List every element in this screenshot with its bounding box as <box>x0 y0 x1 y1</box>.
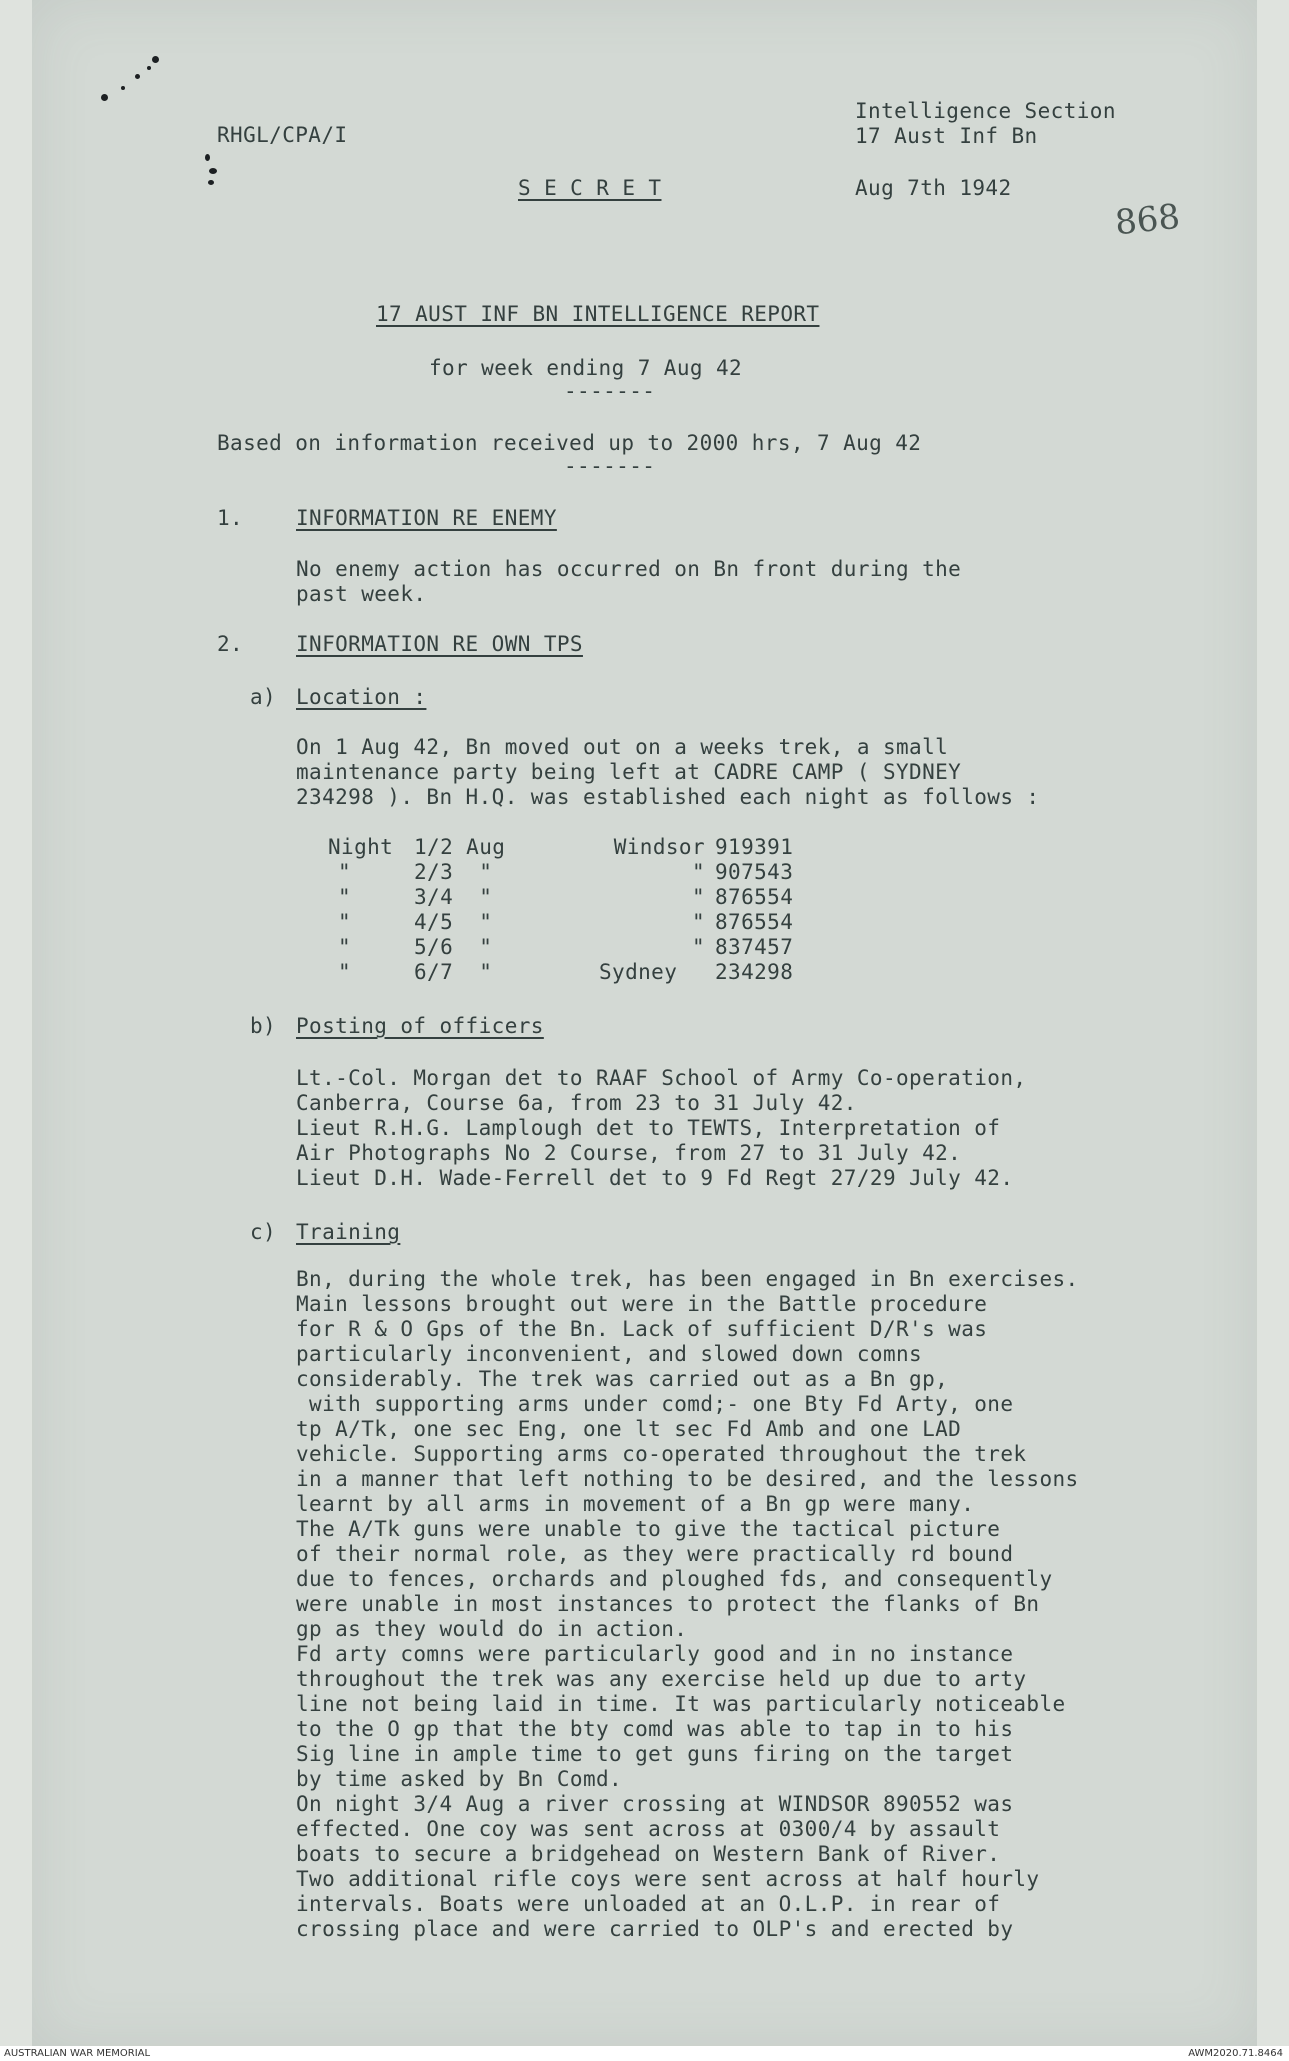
table-row <box>328 885 793 910</box>
table-row <box>328 960 793 985</box>
table-row <box>328 935 793 960</box>
training-line: Fd arty comns were particularly good and in no instance <box>296 1642 1014 1666</box>
section-1-heading: INFORMATION RE ENEMY <box>296 506 557 530</box>
hq-locations-table <box>328 835 793 985</box>
table-cell: 6/7 " <box>414 960 493 984</box>
training-line: line not being laid in time. It was particularly noticeable <box>296 1692 1066 1716</box>
training-line: Sig line in ample time to get guns firing on the target <box>296 1742 1014 1766</box>
posting-line: Lieut D.H. Wade-Ferrell det to 9 Fd Regt 27/29 July 42. <box>296 1166 1014 1190</box>
training-line: were unable in most instances to protect the flanks of Bn <box>296 1592 1040 1616</box>
based-on-line: Based on information received up to 2000 hrs, 7 Aug 42 <box>217 431 922 455</box>
table-cell: Sydney <box>599 960 678 984</box>
training-line: Main lessons brought out were in the Battle procedure <box>296 1292 988 1316</box>
training-line: On night 3/4 Aug a river crossing at WINDSOR 890552 was <box>296 1792 1014 1816</box>
training-line: considerably. The trek was carried out as a Bn gp, <box>296 1367 949 1391</box>
table-cell: Night <box>328 835 394 859</box>
training-line: crossing place and were carried to OLP's and erected by <box>296 1917 1014 1941</box>
archive-footer <box>0 2046 1289 2061</box>
table-cell: " <box>338 935 352 959</box>
report-title: 17 AUST INF BN INTELLIGENCE REPORT <box>376 302 820 326</box>
location-line: maintenance party being left at CADRE CAMP ( SYDNEY <box>296 760 962 784</box>
training-line: particularly inconvenient, and slowed down comns <box>296 1342 923 1366</box>
handwritten-folio-number: 868 <box>1113 196 1182 244</box>
table-cell: 919391 <box>715 835 794 859</box>
table-cell: " <box>691 935 705 959</box>
training-line: for R & O Gps of the Bn. Lack of sufficient D/R's was <box>296 1317 988 1341</box>
reference-code: RHGL/CPA/I <box>217 123 348 147</box>
table-cell: 1/2 Aug <box>414 835 506 859</box>
table-cell: 4/5 " <box>414 910 493 934</box>
subsection-a-label: a) <box>250 685 277 709</box>
training-line: vehicle. Supporting arms co-operated throughout the trek <box>296 1442 1027 1466</box>
training-line: effected. One coy was sent across at 0300/4 by assault <box>296 1817 1001 1841</box>
location-heading: Location : <box>296 685 427 709</box>
table-cell: " <box>691 910 705 934</box>
training-line: by time asked by Bn Comd. <box>296 1767 623 1791</box>
training-line: due to fences, orchards and ploughed fds, and consequently <box>296 1567 1053 1591</box>
table-row <box>328 860 793 885</box>
posting-line: Lt.-Col. Morgan det to RAAF School of Army Co-operation, <box>296 1066 1027 1090</box>
unit-line-2: 17 Aust Inf Bn <box>855 124 1038 148</box>
posting-line: Air Photographs No 2 Course, from 27 to 31 July 42. <box>296 1141 962 1165</box>
table-cell: " <box>338 885 352 909</box>
training-line: The A/Tk guns were unable to give the tactical picture <box>296 1517 1001 1541</box>
training-line: intervals. Boats were unloaded at an O.L.P. in rear of <box>296 1892 1001 1916</box>
divider-1: ------- <box>564 379 656 403</box>
classification-stamp: S E C R E T <box>518 176 662 200</box>
subsection-b-label: b) <box>250 1014 277 1038</box>
posting-line: Lieut R.H.G. Lamplough det to TEWTS, Interpretation of <box>296 1116 1001 1140</box>
table-cell: 837457 <box>715 935 794 959</box>
training-line: tp A/Tk, one sec Eng, one lt sec Fd Amb and one LAD <box>296 1417 962 1441</box>
section-2-number: 2. <box>217 632 244 656</box>
training-line: of their normal role, as they were practically rd bound <box>296 1542 1014 1566</box>
location-line: 234298 ). Bn H.Q. was established each night as follows : <box>296 785 1040 809</box>
training-heading: Training <box>296 1220 401 1244</box>
table-row <box>328 910 793 935</box>
training-line: Two additional rifle coys were sent across at half hourly <box>296 1867 1040 1891</box>
divider-2: ------- <box>564 454 656 478</box>
table-cell: " <box>691 885 705 909</box>
training-line: gp as they would do in action. <box>296 1617 688 1641</box>
training-line: Bn, during the whole trek, has been engaged in Bn exercises. <box>296 1267 1079 1291</box>
table-cell: 234298 <box>715 960 794 984</box>
table-cell: 876554 <box>715 885 794 909</box>
unit-line-1: Intelligence Section <box>855 99 1116 123</box>
section-2-heading: INFORMATION RE OWN TPS <box>296 632 583 656</box>
posting-line: Canberra, Course 6a, from 23 to 31 July 42. <box>296 1091 857 1115</box>
table-cell: 876554 <box>715 910 794 934</box>
section-1-line: past week. <box>296 582 427 606</box>
training-line: with supporting arms under comd;- one Bty Fd Arty, one <box>296 1392 1014 1416</box>
archive-reference: AWM2020.71.8464 <box>1188 2048 1283 2059</box>
table-cell: " <box>338 960 352 984</box>
training-line: in a manner that left nothing to be desired, and the lessons <box>296 1467 1079 1491</box>
table-row <box>328 835 793 860</box>
section-1-number: 1. <box>217 506 244 530</box>
document-page <box>32 0 1257 2046</box>
report-subtitle: for week ending 7 Aug 42 <box>429 356 743 380</box>
location-line: On 1 Aug 42, Bn moved out on a weeks trek, a small <box>296 735 949 759</box>
table-cell: " <box>338 910 352 934</box>
table-cell: 5/6 " <box>414 935 493 959</box>
training-line: boats to secure a bridgehead on Western Bank of River. <box>296 1842 1001 1866</box>
training-line: throughout the trek was any exercise held up due to arty <box>296 1667 1027 1691</box>
table-cell: " <box>691 860 705 884</box>
training-line: to the O gp that the bty comd was able to tap in to his <box>296 1717 1014 1741</box>
table-cell: 907543 <box>715 860 794 884</box>
table-cell: 2/3 " <box>414 860 493 884</box>
table-cell: Windsor <box>613 835 705 859</box>
archive-name: AUSTRALIAN WAR MEMORIAL <box>4 2048 151 2059</box>
table-cell: " <box>338 860 352 884</box>
document-date: Aug 7th 1942 <box>855 176 1012 200</box>
subsection-c-label: c) <box>250 1220 277 1244</box>
training-line: learnt by all arms in movement of a Bn gp were many. <box>296 1492 975 1516</box>
posting-heading: Posting of officers <box>296 1014 544 1038</box>
section-1-line: No enemy action has occurred on Bn front during the <box>296 557 962 581</box>
table-cell: 3/4 " <box>414 885 493 909</box>
